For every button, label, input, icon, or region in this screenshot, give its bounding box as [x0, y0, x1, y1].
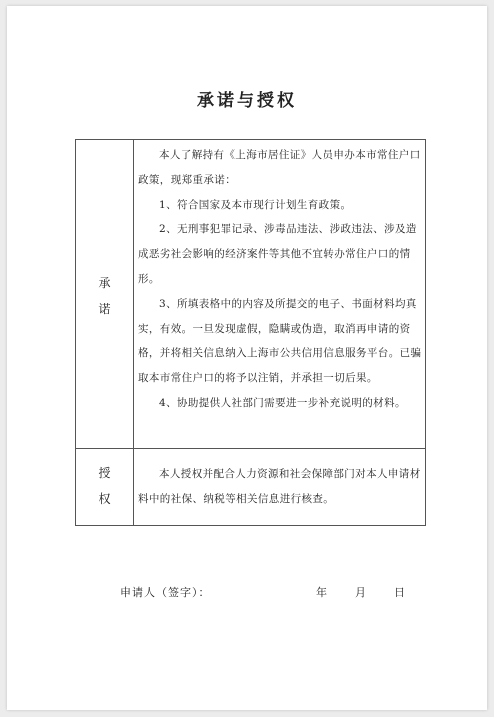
- table-row-divider: [76, 448, 425, 449]
- commitment-content: [138, 143, 424, 416]
- date-month-label: 月: [355, 586, 367, 599]
- authorization-label: [76, 460, 133, 512]
- authorization-content: [138, 462, 424, 512]
- commitment-intro: 本人了解持有《上海市居住证》人员申办本市常住户口政策，现郑重承诺：: [138, 149, 421, 186]
- date-day-label: 日: [394, 586, 406, 599]
- commitment-label-char-2: 诺: [98, 302, 111, 316]
- commitment-label-char-1: 承: [98, 276, 111, 290]
- commitment-label: [76, 270, 133, 322]
- document-page: [7, 6, 487, 710]
- authorization-text: 本人授权并配合人力资源和社会保障部门对本人申请材料中的社保、纳税等相关信息进行核查。: [138, 468, 421, 505]
- commitment-item-3: 3、所填表格中的内容及所提交的电子、书面材料均真实，有效。一旦发现虚假，隐瞒或伪造，取消再申请的资格，并将相关信息纳入上海市公共信用信息服务平台。已骗取本市常住户口的将予以注销，并承担一切后果。: [138, 297, 422, 385]
- table-column-divider: [133, 140, 134, 525]
- commitment-item-2: 2、无刑事犯罪记录、涉毒品违法、涉政违法、涉及造成恶劣社会影响的经济案件等其他不宜转办常住户口的情形。: [138, 223, 417, 285]
- authorization-label-char-1: 授: [98, 466, 111, 480]
- applicant-signature-label: 申请人（签字）：: [120, 586, 211, 599]
- date-year-label: 年: [316, 586, 328, 599]
- commitment-item-1: 1、符合国家及本市现行计划生育政策。: [159, 198, 352, 211]
- commitment-table: [75, 139, 426, 526]
- commitment-item-4: 4、协助提供人社部门需要进一步补充说明的材料。: [159, 396, 406, 409]
- authorization-label-char-2: 权: [98, 492, 111, 506]
- document-title: 承诺与授权: [197, 91, 297, 111]
